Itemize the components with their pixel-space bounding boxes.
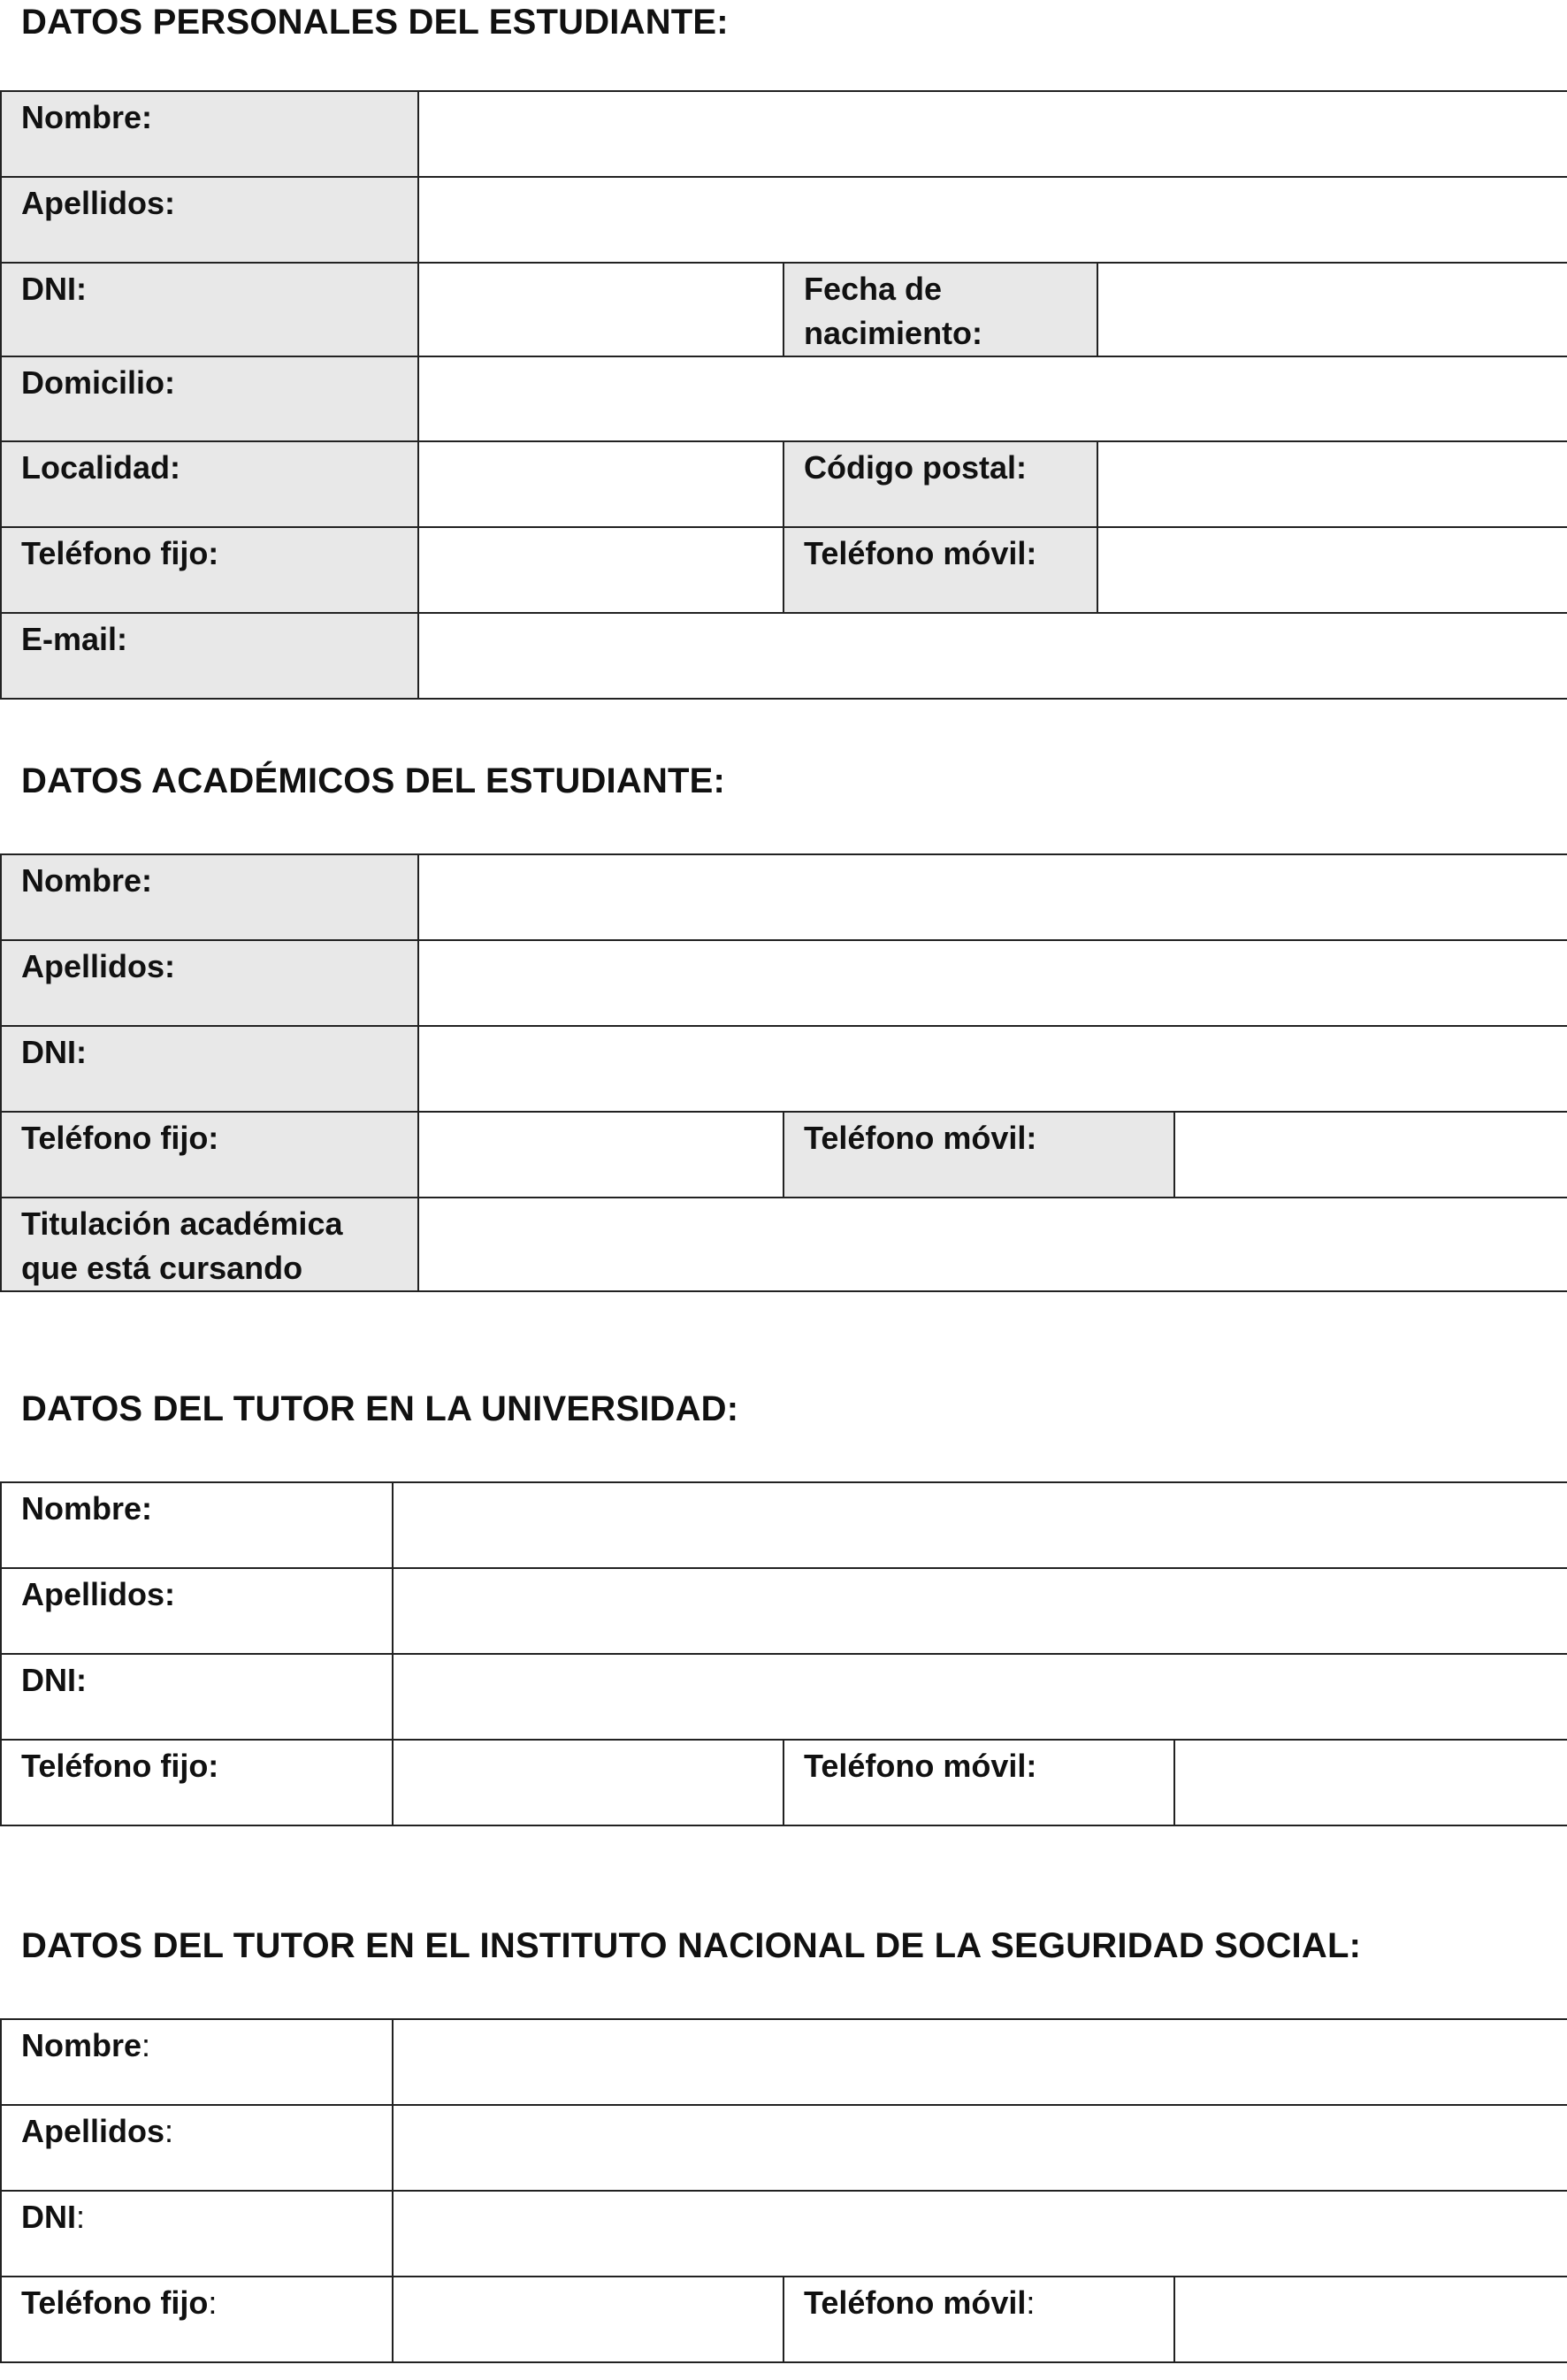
label-fecha-nacimiento	[784, 263, 1097, 356]
row-telefonos	[1, 2277, 1567, 2362]
field-telefono-movil[interactable]	[1097, 527, 1567, 613]
row-telefonos	[1, 1112, 1567, 1198]
label-telefono-fijo	[1, 2277, 393, 2362]
row-email	[1, 613, 1567, 699]
row-apellidos	[1, 2105, 1567, 2191]
label-dni	[1, 2191, 393, 2277]
field-telefono-fijo[interactable]	[418, 527, 784, 613]
label-dni: DNI:	[1, 1026, 418, 1112]
field-telefono-movil[interactable]	[1174, 1740, 1567, 1825]
label-telefono-movil: Teléfono móvil:	[784, 1740, 1174, 1825]
label-fecha-line1: Fecha de	[804, 271, 943, 307]
field-apellidos[interactable]	[418, 940, 1567, 1026]
label-nombre: Nombre:	[1, 854, 418, 940]
field-codigo-postal[interactable]	[1097, 441, 1567, 527]
field-email[interactable]	[418, 613, 1567, 699]
label-nombre-text: Nombre	[21, 2027, 142, 2063]
row-localidad-cp	[1, 441, 1567, 527]
label-apellidos	[1, 2105, 393, 2191]
row-dni	[1, 2191, 1567, 2277]
label-titulacion	[1, 1198, 418, 1291]
field-telefono-movil[interactable]	[1174, 1112, 1567, 1198]
row-telefonos	[1, 527, 1567, 613]
row-nombre	[1, 2019, 1567, 2105]
label-nombre	[1, 2019, 393, 2105]
field-apellidos[interactable]	[418, 177, 1567, 263]
label-colon: :	[208, 2284, 218, 2321]
field-dni[interactable]	[393, 1654, 1567, 1740]
row-apellidos	[1, 177, 1567, 263]
row-apellidos	[1, 940, 1567, 1026]
label-email: E-mail:	[1, 613, 418, 699]
row-dni	[1, 1654, 1567, 1740]
label-telefono-movil: Teléfono móvil:	[784, 527, 1097, 613]
label-dni: DNI:	[1, 1654, 393, 1740]
row-titulacion	[1, 1198, 1567, 1291]
label-apellidos-text: Apellidos	[21, 2113, 165, 2149]
section-title-tutor-inss: DATOS DEL TUTOR EN EL INSTITUTO NACIONAL DE LA SEGURIDAD SOCIAL:	[21, 1926, 1362, 1965]
label-nombre: Nombre:	[1, 91, 418, 177]
section-title-tutor-universidad: DATOS DEL TUTOR EN LA UNIVERSIDAD:	[21, 1389, 739, 1428]
label-telefono-fijo: Teléfono fijo:	[1, 1112, 418, 1198]
field-telefono-fijo[interactable]	[418, 1112, 784, 1198]
field-nombre[interactable]	[418, 854, 1567, 940]
label-colon: :	[76, 2199, 86, 2235]
field-apellidos[interactable]	[393, 2105, 1567, 2191]
label-dni: DNI:	[1, 263, 418, 356]
field-nombre[interactable]	[393, 1482, 1567, 1568]
row-dni	[1, 1026, 1567, 1112]
field-titulacion[interactable]	[418, 1198, 1567, 1291]
personal-data-table	[0, 90, 1567, 700]
label-apellidos: Apellidos:	[1, 1568, 393, 1654]
field-localidad[interactable]	[418, 441, 784, 527]
section-title-academic: DATOS ACADÉMICOS DEL ESTUDIANTE:	[21, 761, 726, 800]
field-nombre[interactable]	[418, 91, 1567, 177]
row-nombre	[1, 854, 1567, 940]
label-dni-text: DNI	[21, 2199, 76, 2235]
field-dni[interactable]	[418, 263, 784, 356]
field-dni[interactable]	[418, 1026, 1567, 1112]
row-domicilio	[1, 356, 1567, 441]
field-apellidos[interactable]	[393, 1568, 1567, 1654]
label-apellidos: Apellidos:	[1, 177, 418, 263]
label-titulacion-line1: Titulación académica	[21, 1205, 343, 1242]
row-telefonos	[1, 1740, 1567, 1825]
field-domicilio[interactable]	[418, 356, 1567, 441]
row-apellidos	[1, 1568, 1567, 1654]
label-localidad: Localidad:	[1, 441, 418, 527]
row-nombre	[1, 91, 1567, 177]
label-telefono-movil	[784, 2277, 1174, 2362]
academic-data-table	[0, 853, 1567, 1292]
label-titulacion-line2: que está cursando	[21, 1250, 303, 1286]
label-telefono-fijo-text: Teléfono fijo	[21, 2284, 209, 2321]
label-telefono-fijo: Teléfono fijo:	[1, 527, 418, 613]
field-dni[interactable]	[393, 2191, 1567, 2277]
label-apellidos: Apellidos:	[1, 940, 418, 1026]
row-dni-fecha	[1, 263, 1567, 356]
tutor-inss-table	[0, 2018, 1567, 2363]
section-title-personal: DATOS PERSONALES DEL ESTUDIANTE:	[21, 3, 729, 42]
label-colon: :	[141, 2027, 151, 2063]
field-nombre[interactable]	[393, 2019, 1567, 2105]
label-telefono-movil: Teléfono móvil:	[784, 1112, 1174, 1198]
field-telefono-fijo[interactable]	[393, 2277, 784, 2362]
label-nombre: Nombre:	[1, 1482, 393, 1568]
field-fecha-nacimiento[interactable]	[1097, 263, 1567, 356]
label-fecha-line2: nacimiento:	[804, 315, 983, 351]
label-colon: :	[1026, 2284, 1036, 2321]
label-codigo-postal: Código postal:	[784, 441, 1097, 527]
row-nombre	[1, 1482, 1567, 1568]
label-telefono-movil-text: Teléfono móvil	[804, 2284, 1027, 2321]
field-telefono-movil[interactable]	[1174, 2277, 1567, 2362]
label-domicilio: Domicilio:	[1, 356, 418, 441]
tutor-universidad-table	[0, 1481, 1567, 1826]
field-telefono-fijo[interactable]	[393, 1740, 784, 1825]
label-colon: :	[164, 2113, 174, 2149]
label-telefono-fijo: Teléfono fijo:	[1, 1740, 393, 1825]
